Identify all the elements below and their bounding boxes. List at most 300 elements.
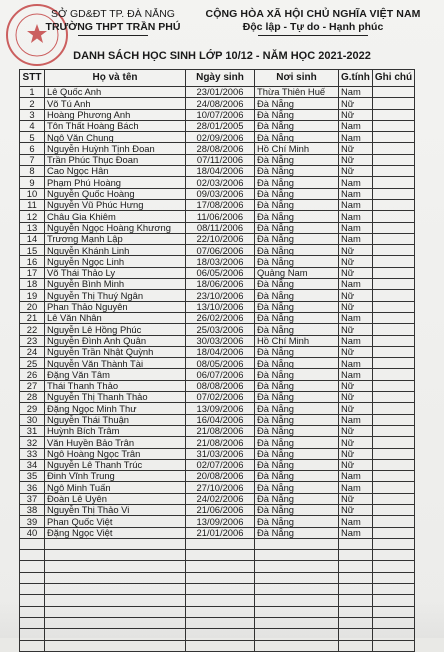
- table-row: [20, 166, 415, 177]
- cell-birthplace: Quảng Nam: [255, 267, 339, 278]
- column-header-birthplace: Nơi sinh: [255, 70, 339, 87]
- cell-note: [372, 279, 414, 290]
- cell-dob: 13/09/2006: [186, 403, 255, 414]
- cell-birthplace: Đà Nẵng: [255, 516, 339, 527]
- table-row: [20, 109, 415, 120]
- cell-dob: 21/01/2006: [186, 527, 255, 538]
- table-row: [20, 87, 415, 98]
- cell-gender: Nữ: [339, 267, 373, 278]
- table-row: [20, 188, 415, 199]
- cell-birthplace: Đà Nẵng: [255, 98, 339, 109]
- cell-stt: 2: [20, 98, 45, 109]
- cell-note: [372, 550, 414, 561]
- cell-name: Phan Thảo Nguyên: [45, 301, 186, 312]
- cell-dob: 06/07/2006: [186, 369, 255, 380]
- table-row: [20, 301, 415, 312]
- cell-dob: 21/06/2006: [186, 504, 255, 515]
- cell-gender: Nữ: [339, 324, 373, 335]
- table-row: [20, 233, 415, 244]
- cell-note: [372, 324, 414, 335]
- cell-gender: Nữ: [339, 448, 373, 459]
- cell-gender: Nữ: [339, 437, 373, 448]
- table-row: [20, 493, 415, 504]
- cell-stt: 14: [20, 233, 45, 244]
- cell-dob: 24/02/2006: [186, 493, 255, 504]
- cell-stt: [20, 561, 45, 572]
- cell-dob: 07/11/2006: [186, 154, 255, 165]
- cell-gender: Nữ: [339, 346, 373, 357]
- cell-dob: 13/10/2006: [186, 301, 255, 312]
- table-row: [20, 584, 415, 595]
- cell-note: [372, 199, 414, 210]
- cell-birthplace: Đà Nẵng: [255, 154, 339, 165]
- cell-name: Lê Văn Nhân: [45, 312, 186, 323]
- cell-gender: Nam: [339, 120, 373, 131]
- table-row: [20, 482, 415, 493]
- cell-dob: 10/07/2006: [186, 109, 255, 120]
- table-row: [20, 256, 415, 267]
- cell-note: [372, 109, 414, 120]
- table-row: [20, 561, 415, 572]
- cell-gender: Nữ: [339, 154, 373, 165]
- table-row: [20, 324, 415, 335]
- cell-gender: Nam: [339, 188, 373, 199]
- cell-birthplace: Đà Nẵng: [255, 482, 339, 493]
- cell-name: [45, 561, 186, 572]
- cell-birthplace: Đà Nẵng: [255, 369, 339, 380]
- cell-gender: Nam: [339, 222, 373, 233]
- cell-dob: 18/04/2006: [186, 166, 255, 177]
- issuing-authority: [28, 8, 198, 36]
- cell-gender: [339, 572, 373, 583]
- cell-note: [372, 87, 414, 98]
- cell-gender: Nữ: [339, 459, 373, 470]
- cell-gender: [339, 561, 373, 572]
- cell-name: Nguyễn Lê Thanh Trúc: [45, 459, 186, 470]
- cell-note: [372, 414, 414, 425]
- cell-dob: 30/03/2006: [186, 335, 255, 346]
- cell-birthplace: Đà Nẵng: [255, 346, 339, 357]
- cell-stt: 40: [20, 527, 45, 538]
- cell-dob: 23/01/2006: [186, 87, 255, 98]
- cell-birthplace: Đà Nẵng: [255, 233, 339, 244]
- cell-birthplace: [255, 550, 339, 561]
- cell-birthplace: Đà Nẵng: [255, 109, 339, 120]
- cell-note: [372, 527, 414, 538]
- cell-birthplace: Đà Nẵng: [255, 199, 339, 210]
- cell-note: [372, 380, 414, 391]
- table-row: [20, 245, 415, 256]
- table-row: [20, 538, 415, 549]
- cell-note: [372, 132, 414, 143]
- cell-birthplace: Đà Nẵng: [255, 312, 339, 323]
- table-row: [20, 572, 415, 583]
- cell-name: Lê Quốc Anh: [45, 87, 186, 98]
- table-row: [20, 504, 415, 515]
- table-row: [20, 222, 415, 233]
- cell-name: Nguyễn Thị Thảo Vi: [45, 504, 186, 515]
- cell-name: Võ Thái Thảo Ly: [45, 267, 186, 278]
- cell-name: Ngô Hoàng Ngọc Trân: [45, 448, 186, 459]
- cell-birthplace: Đà Nẵng: [255, 290, 339, 301]
- cell-name: Đinh Vĩnh Trung: [45, 471, 186, 482]
- cell-note: [372, 166, 414, 177]
- table-row: [20, 290, 415, 301]
- cell-gender: Nam: [339, 358, 373, 369]
- cell-dob: 07/06/2006: [186, 245, 255, 256]
- cell-stt: 6: [20, 143, 45, 154]
- cell-gender: Nữ: [339, 98, 373, 109]
- cell-note: [372, 392, 414, 403]
- table-row: [20, 177, 415, 188]
- cell-stt: 20: [20, 301, 45, 312]
- cell-stt: 34: [20, 459, 45, 470]
- cell-birthplace: Đà Nẵng: [255, 188, 339, 199]
- cell-dob: 24/08/2006: [186, 98, 255, 109]
- cell-gender: [339, 550, 373, 561]
- paper-shadow: [0, 598, 444, 638]
- cell-gender: [339, 538, 373, 549]
- cell-name: Thái Thanh Thảo: [45, 380, 186, 391]
- cell-birthplace: Đà Nẵng: [255, 256, 339, 267]
- cell-stt: 37: [20, 493, 45, 504]
- cell-note: [372, 267, 414, 278]
- cell-name: Đoàn Lê Uyên: [45, 493, 186, 504]
- cell-name: Ngô Văn Chung: [45, 132, 186, 143]
- cell-gender: Nam: [339, 369, 373, 380]
- cell-note: [372, 425, 414, 436]
- cell-stt: 32: [20, 437, 45, 448]
- cell-dob: 21/08/2006: [186, 437, 255, 448]
- cell-stt: 3: [20, 109, 45, 120]
- cell-dob: 08/05/2006: [186, 358, 255, 369]
- cell-note: [372, 584, 414, 595]
- cell-name: [45, 640, 186, 651]
- cell-birthplace: [255, 584, 339, 595]
- cell-stt: 9: [20, 177, 45, 188]
- cell-dob: [186, 538, 255, 549]
- cell-name: Võ Tú Anh: [45, 98, 186, 109]
- cell-gender: Nữ: [339, 392, 373, 403]
- student-roster-table: [19, 69, 415, 652]
- cell-gender: Nam: [339, 279, 373, 290]
- table-row: [20, 132, 415, 143]
- cell-birthplace: Đà Nẵng: [255, 301, 339, 312]
- motto-underline: [258, 35, 368, 36]
- table-row: [20, 358, 415, 369]
- cell-name: Nguyễn Thị Thanh Thảo: [45, 392, 186, 403]
- cell-name: [45, 584, 186, 595]
- cell-note: [372, 177, 414, 188]
- table-row: [20, 403, 415, 414]
- cell-birthplace: Đà Nẵng: [255, 448, 339, 459]
- cell-dob: 06/05/2006: [186, 267, 255, 278]
- table-row: [20, 448, 415, 459]
- table-row: [20, 437, 415, 448]
- cell-dob: [186, 550, 255, 561]
- cell-note: [372, 369, 414, 380]
- table-row: [20, 154, 415, 165]
- cell-dob: 18/04/2006: [186, 346, 255, 357]
- cell-dob: 28/08/2006: [186, 143, 255, 154]
- cell-dob: 23/10/2006: [186, 290, 255, 301]
- cell-birthplace: Thừa Thiên Huế: [255, 87, 339, 98]
- cell-gender: Nữ: [339, 403, 373, 414]
- cell-note: [372, 222, 414, 233]
- cell-note: [372, 312, 414, 323]
- cell-birthplace: Hồ Chí Minh: [255, 143, 339, 154]
- header-underline: [78, 35, 148, 36]
- cell-dob: [186, 640, 255, 651]
- cell-dob: 09/03/2006: [186, 188, 255, 199]
- cell-name: Nguyễn Đình Anh Quân: [45, 335, 186, 346]
- cell-dob: 02/07/2006: [186, 459, 255, 470]
- cell-name: [45, 538, 186, 549]
- column-header-dob: Ngày sinh: [186, 70, 255, 87]
- cell-stt: 33: [20, 448, 45, 459]
- cell-note: [372, 516, 414, 527]
- cell-name: Nguyễn Thị Thuý Ngân: [45, 290, 186, 301]
- cell-dob: 16/04/2006: [186, 414, 255, 425]
- cell-note: [372, 403, 414, 414]
- cell-dob: [186, 572, 255, 583]
- cell-stt: 4: [20, 120, 45, 131]
- cell-gender: Nữ: [339, 166, 373, 177]
- cell-dob: 02/03/2006: [186, 177, 255, 188]
- column-header-stt: STT: [20, 70, 45, 87]
- cell-name: Nguyễn Quốc Hoàng: [45, 188, 186, 199]
- cell-gender: Nam: [339, 335, 373, 346]
- cell-stt: 12: [20, 211, 45, 222]
- table-row: [20, 527, 415, 538]
- cell-birthplace: Đà Nẵng: [255, 459, 339, 470]
- cell-birthplace: Đà Nẵng: [255, 211, 339, 222]
- table-row: [20, 346, 415, 357]
- cell-dob: 08/11/2006: [186, 222, 255, 233]
- cell-stt: 25: [20, 358, 45, 369]
- cell-dob: 20/08/2006: [186, 471, 255, 482]
- cell-birthplace: Đà Nẵng: [255, 279, 339, 290]
- cell-note: [372, 437, 414, 448]
- cell-stt: 21: [20, 312, 45, 323]
- cell-gender: Nam: [339, 132, 373, 143]
- table-row: [20, 335, 415, 346]
- document-title: DANH SÁCH HỌC SINH LỚP 10/12 - NĂM HỌC 2021-2022: [73, 50, 371, 62]
- cell-birthplace: Đà Nẵng: [255, 403, 339, 414]
- table-row: [20, 143, 415, 154]
- cell-stt: 28: [20, 392, 45, 403]
- cell-gender: Nữ: [339, 256, 373, 267]
- cell-gender: Nam: [339, 516, 373, 527]
- cell-name: Nguyễn Huỳnh Tịnh Đoan: [45, 143, 186, 154]
- cell-birthplace: Đà Nẵng: [255, 380, 339, 391]
- cell-name: Đặng Ngọc Minh Thư: [45, 403, 186, 414]
- cell-birthplace: Đà Nẵng: [255, 358, 339, 369]
- cell-note: [372, 538, 414, 549]
- cell-gender: Nữ: [339, 143, 373, 154]
- cell-name: Nguyễn Trần Nhật Quỳnh: [45, 346, 186, 357]
- cell-name: [45, 550, 186, 561]
- column-header-name: Họ và tên: [45, 70, 186, 87]
- cell-birthplace: Đà Nẵng: [255, 527, 339, 538]
- cell-birthplace: Đà Nẵng: [255, 132, 339, 143]
- department-name: SỞ GD&ĐT TP. ĐÀ NẴNG: [51, 8, 175, 20]
- cell-name: Cao Ngọc Hân: [45, 166, 186, 177]
- cell-dob: 18/03/2006: [186, 256, 255, 267]
- cell-stt: 1: [20, 87, 45, 98]
- cell-gender: Nữ: [339, 245, 373, 256]
- cell-name: Trần Phúc Thục Đoan: [45, 154, 186, 165]
- cell-stt: 10: [20, 188, 45, 199]
- cell-gender: Nam: [339, 312, 373, 323]
- cell-gender: [339, 640, 373, 651]
- cell-stt: 19: [20, 290, 45, 301]
- cell-stt: 17: [20, 267, 45, 278]
- cell-birthplace: Đà Nẵng: [255, 222, 339, 233]
- cell-birthplace: Đà Nẵng: [255, 177, 339, 188]
- cell-stt: 38: [20, 504, 45, 515]
- table-row: [20, 279, 415, 290]
- table-row: [20, 199, 415, 210]
- cell-stt: 18: [20, 279, 45, 290]
- cell-birthplace: [255, 538, 339, 549]
- cell-stt: 31: [20, 425, 45, 436]
- cell-birthplace: Đà Nẵng: [255, 166, 339, 177]
- cell-name: Châu Gia Khiêm: [45, 211, 186, 222]
- cell-stt: [20, 584, 45, 595]
- table-row: [20, 369, 415, 380]
- cell-dob: 27/10/2006: [186, 482, 255, 493]
- cell-birthplace: Đà Nẵng: [255, 504, 339, 515]
- cell-name: Tôn Thất Hoàng Bách: [45, 120, 186, 131]
- cell-stt: 36: [20, 482, 45, 493]
- cell-gender: Nam: [339, 233, 373, 244]
- cell-name: Ngô Minh Tuấn: [45, 482, 186, 493]
- table-header-row: [20, 70, 415, 87]
- cell-name: Nguyễn Văn Thành Tài: [45, 358, 186, 369]
- school-name: TRƯỜNG THPT TRẦN PHÚ: [45, 21, 181, 33]
- cell-birthplace: [255, 561, 339, 572]
- cell-gender: Nam: [339, 211, 373, 222]
- cell-gender: Nữ: [339, 290, 373, 301]
- table-row: [20, 211, 415, 222]
- cell-stt: [20, 640, 45, 651]
- cell-dob: 02/09/2006: [186, 132, 255, 143]
- cell-dob: 31/03/2006: [186, 448, 255, 459]
- table-row: [20, 425, 415, 436]
- cell-gender: Nam: [339, 199, 373, 210]
- national-motto: Độc lập - Tự do - Hạnh phúc: [242, 21, 384, 33]
- cell-note: [372, 143, 414, 154]
- cell-name: Đặng Văn Tâm: [45, 369, 186, 380]
- cell-gender: Nam: [339, 527, 373, 538]
- cell-gender: Nữ: [339, 493, 373, 504]
- cell-note: [372, 301, 414, 312]
- cell-birthplace: Đà Nẵng: [255, 425, 339, 436]
- cell-gender: Nam: [339, 177, 373, 188]
- table-body: [20, 87, 415, 652]
- cell-stt: 22: [20, 324, 45, 335]
- cell-stt: 35: [20, 471, 45, 482]
- cell-stt: [20, 550, 45, 561]
- cell-birthplace: [255, 640, 339, 651]
- cell-name: Phan Quốc Việt: [45, 516, 186, 527]
- cell-gender: [339, 584, 373, 595]
- cell-note: [372, 211, 414, 222]
- cell-stt: 16: [20, 256, 45, 267]
- cell-birthplace: Đà Nẵng: [255, 392, 339, 403]
- cell-dob: 25/03/2006: [186, 324, 255, 335]
- cell-birthplace: Đà Nẵng: [255, 471, 339, 482]
- cell-dob: 17/08/2006: [186, 199, 255, 210]
- table-row: [20, 120, 415, 131]
- table-row: [20, 414, 415, 425]
- cell-gender: Nam: [339, 471, 373, 482]
- cell-stt: [20, 538, 45, 549]
- cell-dob: [186, 584, 255, 595]
- cell-stt: 7: [20, 154, 45, 165]
- cell-name: Nguyễn Bình Minh: [45, 279, 186, 290]
- cell-birthplace: Đà Nẵng: [255, 414, 339, 425]
- cell-gender: Nữ: [339, 425, 373, 436]
- column-header-note: Ghi chú: [372, 70, 414, 87]
- cell-name: [45, 572, 186, 583]
- cell-dob: 26/02/2006: [186, 312, 255, 323]
- table-row: [20, 392, 415, 403]
- cell-name: Nguyễn Ngọc Hoàng Khương: [45, 222, 186, 233]
- table-row: [20, 471, 415, 482]
- cell-dob: 11/06/2006: [186, 211, 255, 222]
- cell-note: [372, 448, 414, 459]
- cell-note: [372, 98, 414, 109]
- cell-dob: [186, 561, 255, 572]
- cell-stt: 15: [20, 245, 45, 256]
- cell-name: Văn Huyền Bảo Trân: [45, 437, 186, 448]
- cell-name: Nguyễn Vũ Phúc Hưng: [45, 199, 186, 210]
- cell-birthplace: Đà Nẵng: [255, 493, 339, 504]
- table-row: [20, 459, 415, 470]
- cell-note: [372, 256, 414, 267]
- cell-note: [372, 120, 414, 131]
- cell-dob: 28/01/2005: [186, 120, 255, 131]
- cell-gender: Nam: [339, 482, 373, 493]
- cell-dob: 07/02/2006: [186, 392, 255, 403]
- cell-birthplace: Đà Nẵng: [255, 324, 339, 335]
- cell-stt: 39: [20, 516, 45, 527]
- cell-note: [372, 561, 414, 572]
- cell-stt: 30: [20, 414, 45, 425]
- cell-dob: 21/08/2006: [186, 425, 255, 436]
- cell-name: Nguyễn Khánh Linh: [45, 245, 186, 256]
- cell-note: [372, 640, 414, 651]
- table-row: [20, 516, 415, 527]
- table-row: [20, 267, 415, 278]
- cell-gender: Nữ: [339, 301, 373, 312]
- cell-dob: 22/10/2006: [186, 233, 255, 244]
- cell-note: [372, 346, 414, 357]
- cell-note: [372, 572, 414, 583]
- cell-name: Huỳnh Bích Trâm: [45, 425, 186, 436]
- cell-gender: Nữ: [339, 504, 373, 515]
- cell-note: [372, 188, 414, 199]
- cell-note: [372, 154, 414, 165]
- cell-name: Nguyễn Lê Hồng Phúc: [45, 324, 186, 335]
- cell-stt: 27: [20, 380, 45, 391]
- cell-dob: 13/09/2006: [186, 516, 255, 527]
- cell-birthplace: Đà Nẵng: [255, 245, 339, 256]
- cell-dob: 18/06/2006: [186, 279, 255, 290]
- cell-gender: Nữ: [339, 109, 373, 120]
